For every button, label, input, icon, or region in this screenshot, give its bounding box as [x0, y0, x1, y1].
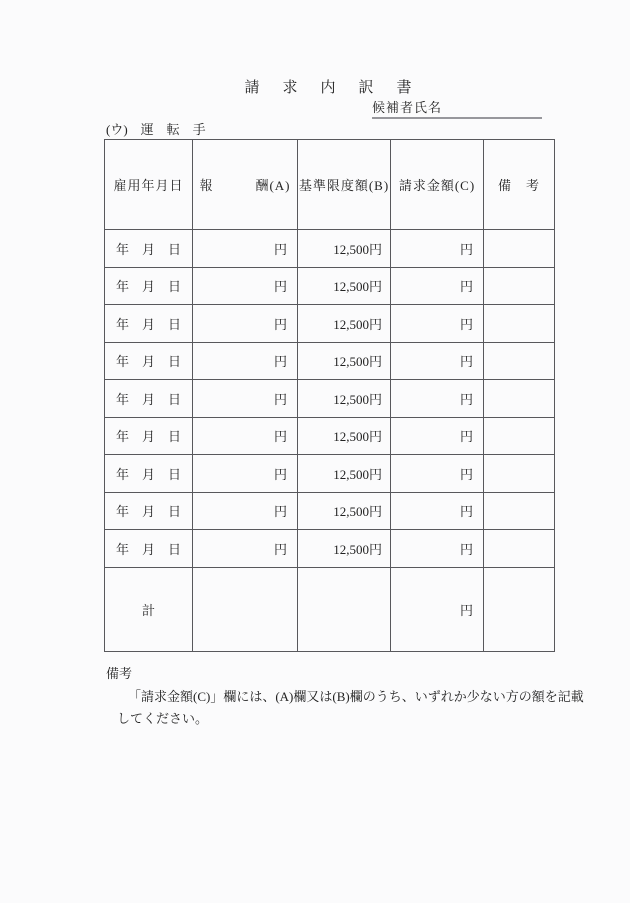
- table-cell: 円: [193, 455, 298, 493]
- total-claim-cell: 円: [391, 567, 484, 651]
- table-cell: 円: [391, 305, 484, 343]
- table-cell: 円: [391, 267, 484, 305]
- table-cell: 円: [193, 380, 298, 418]
- candidate-name-field: [372, 97, 542, 119]
- table-cell: [484, 380, 555, 418]
- total-remarks-cell: [484, 567, 555, 651]
- table-cell: [484, 492, 555, 530]
- table-cell: 12,500円: [298, 380, 391, 418]
- total-limit-cell: [298, 567, 391, 651]
- table-cell: 円: [391, 342, 484, 380]
- candidate-name-label: 候補者氏名: [372, 100, 443, 115]
- table-cell: 12,500円: [298, 455, 391, 493]
- total-remuneration-cell: [193, 567, 298, 651]
- table-cell: [484, 230, 555, 268]
- table-cell: 円: [193, 530, 298, 568]
- table-cell: 年 月 日: [105, 380, 193, 418]
- table-cell: [484, 305, 555, 343]
- table-cell: 円: [193, 417, 298, 455]
- table-cell: 年 月 日: [105, 417, 193, 455]
- table-cell: [484, 455, 555, 493]
- table-cell: 円: [391, 417, 484, 455]
- table-cell: 円: [193, 267, 298, 305]
- column-header-employment-date: 雇用年月日: [105, 140, 193, 230]
- total-label-cell: 計: [105, 567, 193, 651]
- table-cell: 年 月 日: [105, 530, 193, 568]
- table-header-section: [105, 140, 555, 230]
- table-header-row: [105, 140, 555, 230]
- notes-text-line-1: 「請求金額(C)」欄には、(A)欄又は(B)欄のうち、いずれか少ない方の額を記載: [128, 689, 584, 704]
- notes-text-line-2: してください。: [117, 711, 209, 726]
- table-cell: 円: [391, 380, 484, 418]
- table-cell: 12,500円: [298, 342, 391, 380]
- table-cell: 年 月 日: [105, 455, 193, 493]
- table-cell: 円: [391, 492, 484, 530]
- table-row: [105, 342, 555, 380]
- table-row: [105, 530, 555, 568]
- table-cell: 年 月 日: [105, 492, 193, 530]
- document-title: 請 求 内 訳 書: [244, 80, 416, 96]
- table-cell: 年 月 日: [105, 230, 193, 268]
- table-cell: 円: [391, 530, 484, 568]
- table-cell: [484, 342, 555, 380]
- table-cell: 12,500円: [298, 267, 391, 305]
- table-row: [105, 455, 555, 493]
- table-cell: 円: [391, 455, 484, 493]
- table-cell: [484, 417, 555, 455]
- table-row: [105, 267, 555, 305]
- table-cell: [484, 267, 555, 305]
- table-cell: 12,500円: [298, 305, 391, 343]
- column-header-remuneration-a: 報 酬(A): [193, 140, 298, 230]
- table-row: [105, 492, 555, 530]
- table-cell: 円: [193, 230, 298, 268]
- table-cell: 12,500円: [298, 230, 391, 268]
- column-header-remarks: 備 考: [484, 140, 555, 230]
- table-footer-section: [105, 567, 555, 651]
- table-cell: 円: [391, 230, 484, 268]
- column-header-claim-amount-c: 請求金額(C): [391, 140, 484, 230]
- table-cell: 12,500円: [298, 492, 391, 530]
- billing-table: [104, 139, 555, 652]
- table-cell: 円: [193, 492, 298, 530]
- table-cell: 12,500円: [298, 530, 391, 568]
- table-row: [105, 417, 555, 455]
- notes-heading: 備考: [106, 666, 133, 681]
- section-label-driver: (ウ) 運 転 手: [106, 122, 206, 137]
- table-cell: 円: [193, 342, 298, 380]
- table-cell: 年 月 日: [105, 305, 193, 343]
- table-cell: 年 月 日: [105, 267, 193, 305]
- table-total-row: [105, 567, 555, 651]
- table-cell: 円: [193, 305, 298, 343]
- table-body: [105, 230, 555, 568]
- table-row: [105, 380, 555, 418]
- column-header-standard-limit-b: 基準限度額(B): [298, 140, 391, 230]
- table-cell: 12,500円: [298, 417, 391, 455]
- table-cell: 年 月 日: [105, 342, 193, 380]
- table-row: [105, 230, 555, 268]
- table-row: [105, 305, 555, 343]
- table-cell: [484, 530, 555, 568]
